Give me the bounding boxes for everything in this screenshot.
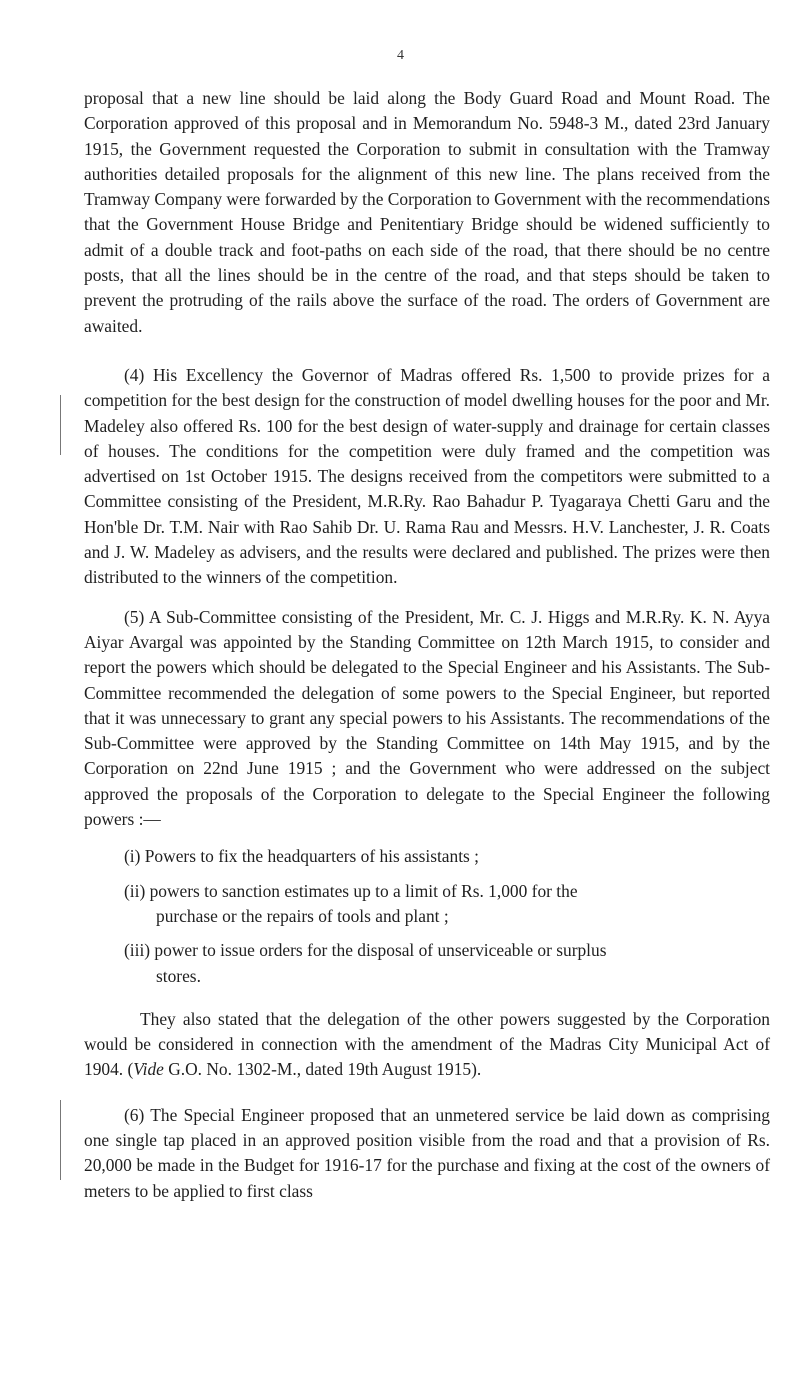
list-item-i [84, 844, 770, 869]
paragraph-6: (6) The Special Engineer proposed that an unmetered service be laid down as comprising one single tap placed in an approved position visible from the road and that a provision of Rs. 20,000 be made in the Budget for 1916-17 for the purchase and fixing at the cost of the owners of meters to be applied to first class [84, 1104, 770, 1201]
closing-text-b: G.O. No. 1302-M., dated 19th August 1915). [163, 1059, 482, 1080]
paragraph-intro: proposal that a new line should be laid along the Body Guard Road and Mount Road. The Corporation approved of this proposal and in Memorandum No. 5948-3 M., dated 23rd January 1915, the Government requested the Corporation to submit in consultation with the Tramway authorities detailed proposals for the alignment of this new line. The plans received from the Tramway Company were forwarded by the Corporation to Government with the recommendations that the Government House Bridge and Penitentiary Bridge should be widened sufficiently to admit of a double track and foot-paths on each side of the road, that there should be no centre posts, that all the lines should be in the centre of the road, and that steps should be taken to prevent the protruding of the rails above the surface of the road. The orders of Government are awaited. [84, 88, 770, 336]
page-number: 4 [397, 48, 404, 63]
closing-text-a: They also stated that the delegation of the other powers suggested by the Corporation would be considered in connection with the amendment of the Madras City Municipal Act of 1904. ( [84, 1008, 770, 1080]
list-item-ii-line1: (ii) powers to sanction estimates up to a limit of Rs. 1,000 for the [124, 880, 578, 901]
list-item-ii [84, 879, 770, 930]
list-item-iii-line2: stores. [156, 965, 201, 986]
paragraph-5: (5) A Sub-Committee consisting of the President, Mr. C. J. Higgs and M.R.Ry. K. N. Ayya Aiyar Avargal was appointed by the Standing Committee on 12th March 1915, to consider and report the powers which should be delegated to the Special Engineer and his Assistants. The Sub-Committee recommended the delegation of some powers to the Special Engineer, but reported that it was unnecessary to grant any special powers to his Assistants. The recommendations of the Sub-Committee were approved by the Standing Committee on 14th May 1915, and by the Corporation on 22nd June 1915 ; and the Government who were addressed on the subject approved the proposals of the Corporation to delegate to the Special Engineer the following powers :— [84, 606, 770, 830]
list-item-iii-line1: (iii) power to issue orders for the disposal of unserviceable or surplus [124, 940, 607, 961]
list-item-iii [84, 938, 770, 989]
closing-vide: Vide [133, 1059, 164, 1080]
document-body [84, 86, 770, 1204]
list-item-i-text: (i) Powers to fix the headquarters of his assistants ; [124, 846, 479, 867]
margin-bracket-top [60, 395, 61, 455]
list-item-ii-line2: purchase or the repairs of tools and plant ; [156, 905, 449, 926]
margin-bracket-bottom [60, 1100, 61, 1180]
paragraph-4: (4) His Excellency the Governor of Madras offered Rs. 1,500 to provide prizes for a competition for the best design for the construction of model dwelling houses for the poor and Mr. Madeley also offered Rs. 100 for the best design of water-supply and drainage for certain classes of houses. The conditions for the competition were duly framed and the competition was advertised on 1st October 1915. The designs received from the competitors were submitted to a Committee consisting of the President, M.R.Ry. Rao Bahadur P. Tyagaraya Chetti Garu and the Hon'ble Dr. T.M. Nair with Rao Sahib Dr. U. Rama Rau and Messrs. H.V. Lanchester, J. R. Coats and J. W. Madeley as advisers, and the results were declared and published. The prizes were then distributed to the winners of the competition. [84, 364, 770, 588]
paragraph-closing [84, 1007, 770, 1083]
